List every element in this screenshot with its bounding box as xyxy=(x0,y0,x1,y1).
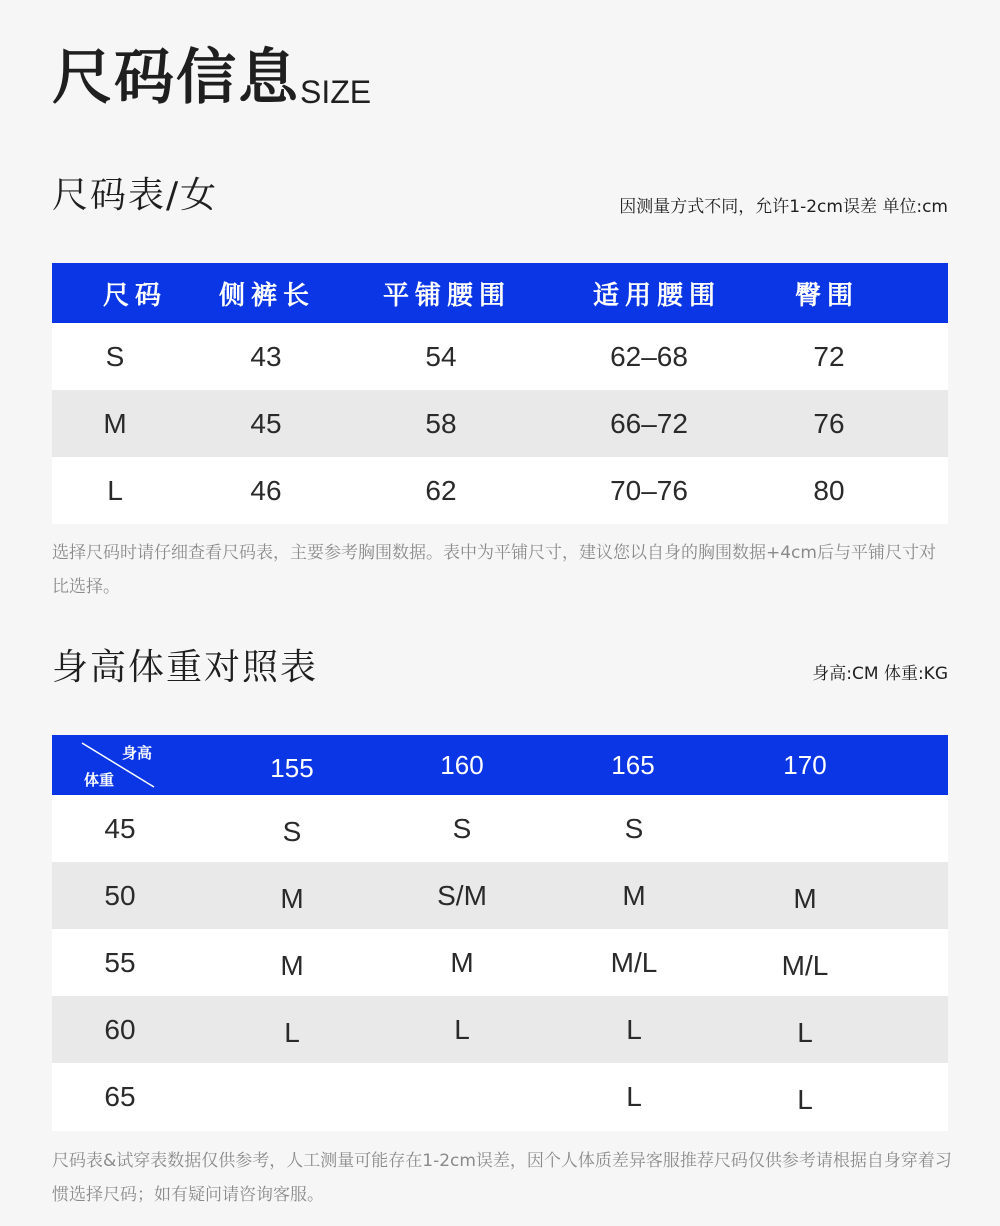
body-table-header xyxy=(52,735,948,795)
table-cell: S xyxy=(624,812,644,844)
table-cell: L xyxy=(797,1084,813,1115)
body-table xyxy=(52,735,948,1135)
table-cell: 62–68 xyxy=(610,340,688,372)
height-col-header: 170 xyxy=(783,749,827,780)
table-cell: S xyxy=(452,812,472,844)
table-cell: 46 xyxy=(250,474,282,506)
size-col-header: 尺码 xyxy=(102,280,167,311)
table-cell: S xyxy=(105,340,125,372)
table-row xyxy=(52,929,948,996)
size-table-title: 尺码表/女 xyxy=(52,175,219,216)
table-row xyxy=(52,390,948,457)
table-row xyxy=(52,323,948,390)
weight-cell: 55 xyxy=(104,946,136,978)
table-cell: L xyxy=(107,474,123,506)
table-cell: M xyxy=(103,407,127,439)
table-cell: M xyxy=(622,879,646,911)
table-cell: S/M xyxy=(437,879,487,911)
table-cell: L xyxy=(454,1013,470,1045)
corner-label-weight: 体重 xyxy=(84,771,115,789)
table-row xyxy=(52,795,948,862)
table-row xyxy=(52,862,948,929)
table-cell: 45 xyxy=(250,407,282,439)
table-cell: 43 xyxy=(250,340,282,372)
table-cell: 70–76 xyxy=(610,474,688,506)
table-cell: L xyxy=(626,1013,642,1045)
diagonal-corner-cell xyxy=(52,735,182,795)
table-cell: M xyxy=(793,882,817,914)
table-cell: S xyxy=(282,815,302,847)
table-cell: 58 xyxy=(425,407,457,439)
size-table-footnote: 选择尺码时请仔细查看尺码表，主要参考胸围数据。表中为平铺尺寸，建议您以自身的胸围数据+4cm后与平铺尺寸对比选择。 xyxy=(52,543,936,597)
table-cell xyxy=(412,1063,512,1131)
table-cell: 76 xyxy=(813,407,845,439)
weight-cell: 50 xyxy=(104,879,136,911)
size-table xyxy=(52,263,948,524)
page-title-en: SIZE xyxy=(300,74,372,110)
table-cell: M/L xyxy=(781,949,829,981)
size-col-header: 侧裤长 xyxy=(218,280,315,311)
table-cell: L xyxy=(797,1016,813,1048)
table-cell: 54 xyxy=(425,340,457,372)
table-row xyxy=(52,996,948,1063)
table-row xyxy=(52,1063,948,1131)
body-table-title: 身高体重对照表 xyxy=(52,647,319,688)
size-col-header: 臀围 xyxy=(794,280,859,311)
corner-label-height: 身高 xyxy=(122,744,153,762)
weight-cell: 45 xyxy=(104,812,136,844)
weight-cell: 65 xyxy=(104,1081,136,1112)
height-col-header: 165 xyxy=(611,749,655,780)
table-cell: 72 xyxy=(813,340,845,372)
table-cell xyxy=(242,1066,342,1134)
table-cell: M xyxy=(450,946,474,978)
table-cell xyxy=(755,798,855,865)
table-cell: M xyxy=(280,949,304,981)
page-title: 尺码信息 xyxy=(52,43,300,113)
body-table-note: 身高:CM 体重:KG xyxy=(812,664,948,684)
diagonal-line-icon xyxy=(52,735,182,795)
table-cell: M xyxy=(280,882,304,914)
size-col-header: 适用腰围 xyxy=(592,280,721,311)
size-col-header: 平铺腰围 xyxy=(382,280,511,311)
weight-cell: 60 xyxy=(104,1013,136,1045)
table-cell: 66–72 xyxy=(610,407,688,439)
table-row xyxy=(52,457,948,524)
size-table-header xyxy=(52,263,948,323)
height-col-header: 155 xyxy=(270,752,314,783)
table-cell: 80 xyxy=(813,474,845,506)
table-cell: M/L xyxy=(610,946,658,978)
table-cell: L xyxy=(626,1081,642,1112)
table-cell: L xyxy=(284,1016,300,1048)
size-table-note: 因测量方式不同，允许1-2cm误差 单位:cm xyxy=(619,197,948,217)
height-col-header: 160 xyxy=(440,749,484,780)
table-cell: 62 xyxy=(425,474,457,506)
body-table-footnote: 尺码表&试穿表数据仅供参考，人工测量可能存在1-2cm误差，因个人体质差异客服推荐尺码仅供参考请根据自身穿着习惯选择尺码；如有疑问请咨询客服。 xyxy=(52,1151,952,1205)
